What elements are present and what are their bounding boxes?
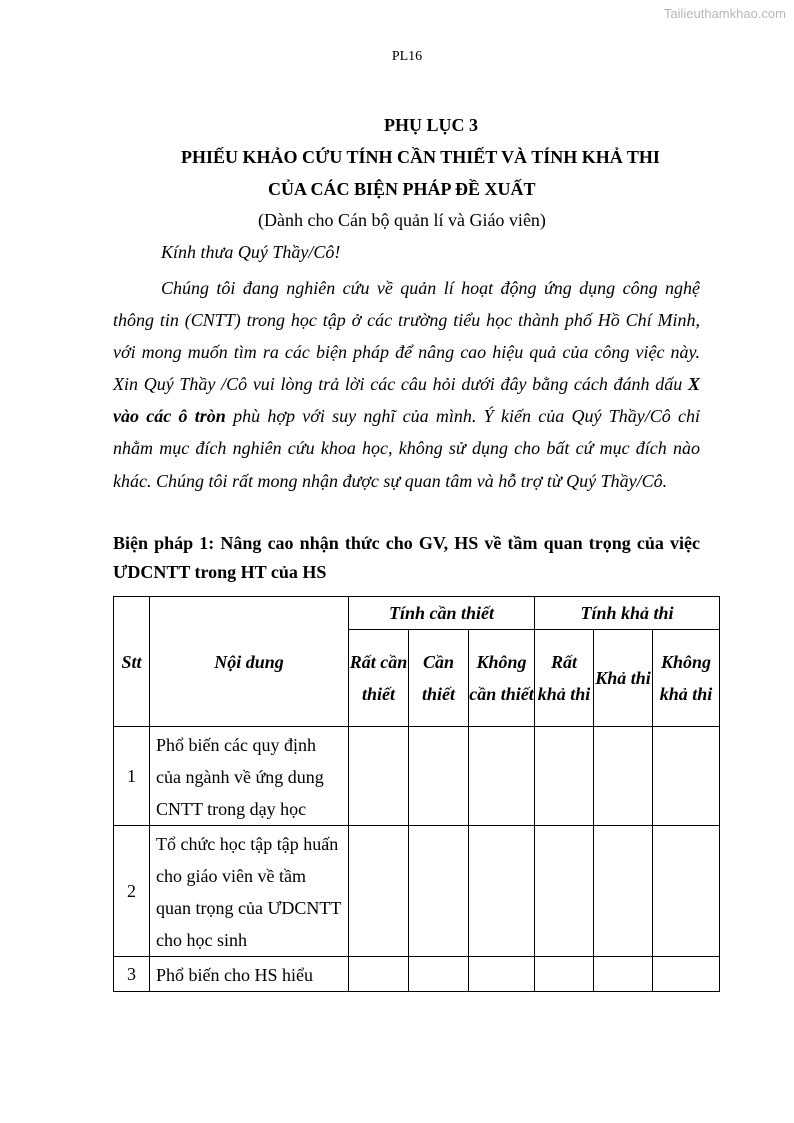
intro-text-after: phù hợp với suy nghĩ của mình. Ý kiến của Quý Thầy/Cô chỉ nhằm mục đích nghiên cứu khoa học, không sử dụng cho bất cứ mục đích nào khác. Chúng tôi rất mong nhận được sự quan tâm và hỗ trợ từ Quý Thầy/Cô. xyxy=(113,406,701,491)
table-row xyxy=(114,826,720,957)
table-header-group-row xyxy=(114,597,720,630)
watermark: Tailieuthamkhao.com xyxy=(663,6,786,21)
answer-cell[interactable] xyxy=(653,826,720,957)
form-title-line-1: PHIẾU KHẢO CỨU TÍNH CẦN THIẾT VÀ TÍNH KHẢ THI xyxy=(181,147,660,167)
answer-cell[interactable] xyxy=(349,727,409,826)
not-necessary-header: Không cần thiết xyxy=(469,630,535,727)
not-feasible-header: Không khả thi xyxy=(653,630,720,727)
form-title-line-2: CỦA CÁC BIỆN PHÁP ĐỀ XUẤT xyxy=(268,179,536,199)
necessity-group-header: Tính cần thiết xyxy=(349,597,535,630)
row-content: Tổ chức học tập tập huấn cho giáo viên về tầm quan trọng của ƯDCNTT cho học sinh xyxy=(150,826,349,957)
intro-bold-instruction: X vào các ô tròn xyxy=(113,374,700,427)
answer-cell[interactable] xyxy=(594,826,653,957)
appendix-title: PHỤ LỤC 3 xyxy=(384,115,478,135)
table-row xyxy=(114,727,720,826)
intro-paragraph xyxy=(113,272,700,497)
feasibility-group-header: Tính khả thi xyxy=(535,597,720,630)
measure-1-heading: Biện pháp 1: Nâng cao nhận thức cho GV, HS về tầm quan trọng của việc ƯDCNTT trong HT của HS xyxy=(113,533,700,582)
answer-cell[interactable] xyxy=(469,957,535,992)
answer-cell[interactable] xyxy=(469,727,535,826)
answer-cell[interactable] xyxy=(535,826,594,957)
row-content: Phổ biến các quy định của ngành về ứng dung CNTT trong dạy học xyxy=(150,727,349,826)
intro-text-before: Chúng tôi đang nghiên cứu về quản lí hoạt động ứng dụng công nghệ thông tin (CNTT) trong học tập ở các trường tiểu học thành phố Hồ Chí Minh, với mong muốn tìm ra các biện pháp để nâng cao hiệu quả của công việc này. Xin Quý Thầy /Cô vui lòng trả lời các câu hỏi dưới đây bằng cách đánh dấu xyxy=(113,278,700,395)
answer-cell[interactable] xyxy=(349,957,409,992)
answer-cell[interactable] xyxy=(594,727,653,826)
stt-header: Stt xyxy=(114,597,150,727)
very-feasible-header: Rất khả thi xyxy=(535,630,594,727)
table-row xyxy=(114,957,720,992)
answer-cell[interactable] xyxy=(653,727,720,826)
row-stt: 2 xyxy=(114,826,150,957)
survey-table xyxy=(113,596,720,992)
feasible-header: Khả thi xyxy=(594,630,653,727)
answer-cell[interactable] xyxy=(409,727,469,826)
row-stt: 3 xyxy=(114,957,150,992)
greeting: Kính thưa Quý Thầy/Cô! xyxy=(161,242,341,262)
very-necessary-header: Rất cần thiết xyxy=(349,630,409,727)
answer-cell[interactable] xyxy=(409,826,469,957)
page-number: PL16 xyxy=(391,49,423,64)
row-stt: 1 xyxy=(114,727,150,826)
answer-cell[interactable] xyxy=(653,957,720,992)
content-header: Nội dung xyxy=(150,597,349,727)
answer-cell[interactable] xyxy=(535,957,594,992)
answer-cell[interactable] xyxy=(535,727,594,826)
row-content: Phổ biến cho HS hiểu xyxy=(150,957,349,992)
answer-cell[interactable] xyxy=(594,957,653,992)
answer-cell[interactable] xyxy=(469,826,535,957)
audience-note: (Dành cho Cán bộ quản lí và Giáo viên) xyxy=(258,210,546,230)
answer-cell[interactable] xyxy=(349,826,409,957)
necessary-header: Cần thiết xyxy=(409,630,469,727)
answer-cell[interactable] xyxy=(409,957,469,992)
